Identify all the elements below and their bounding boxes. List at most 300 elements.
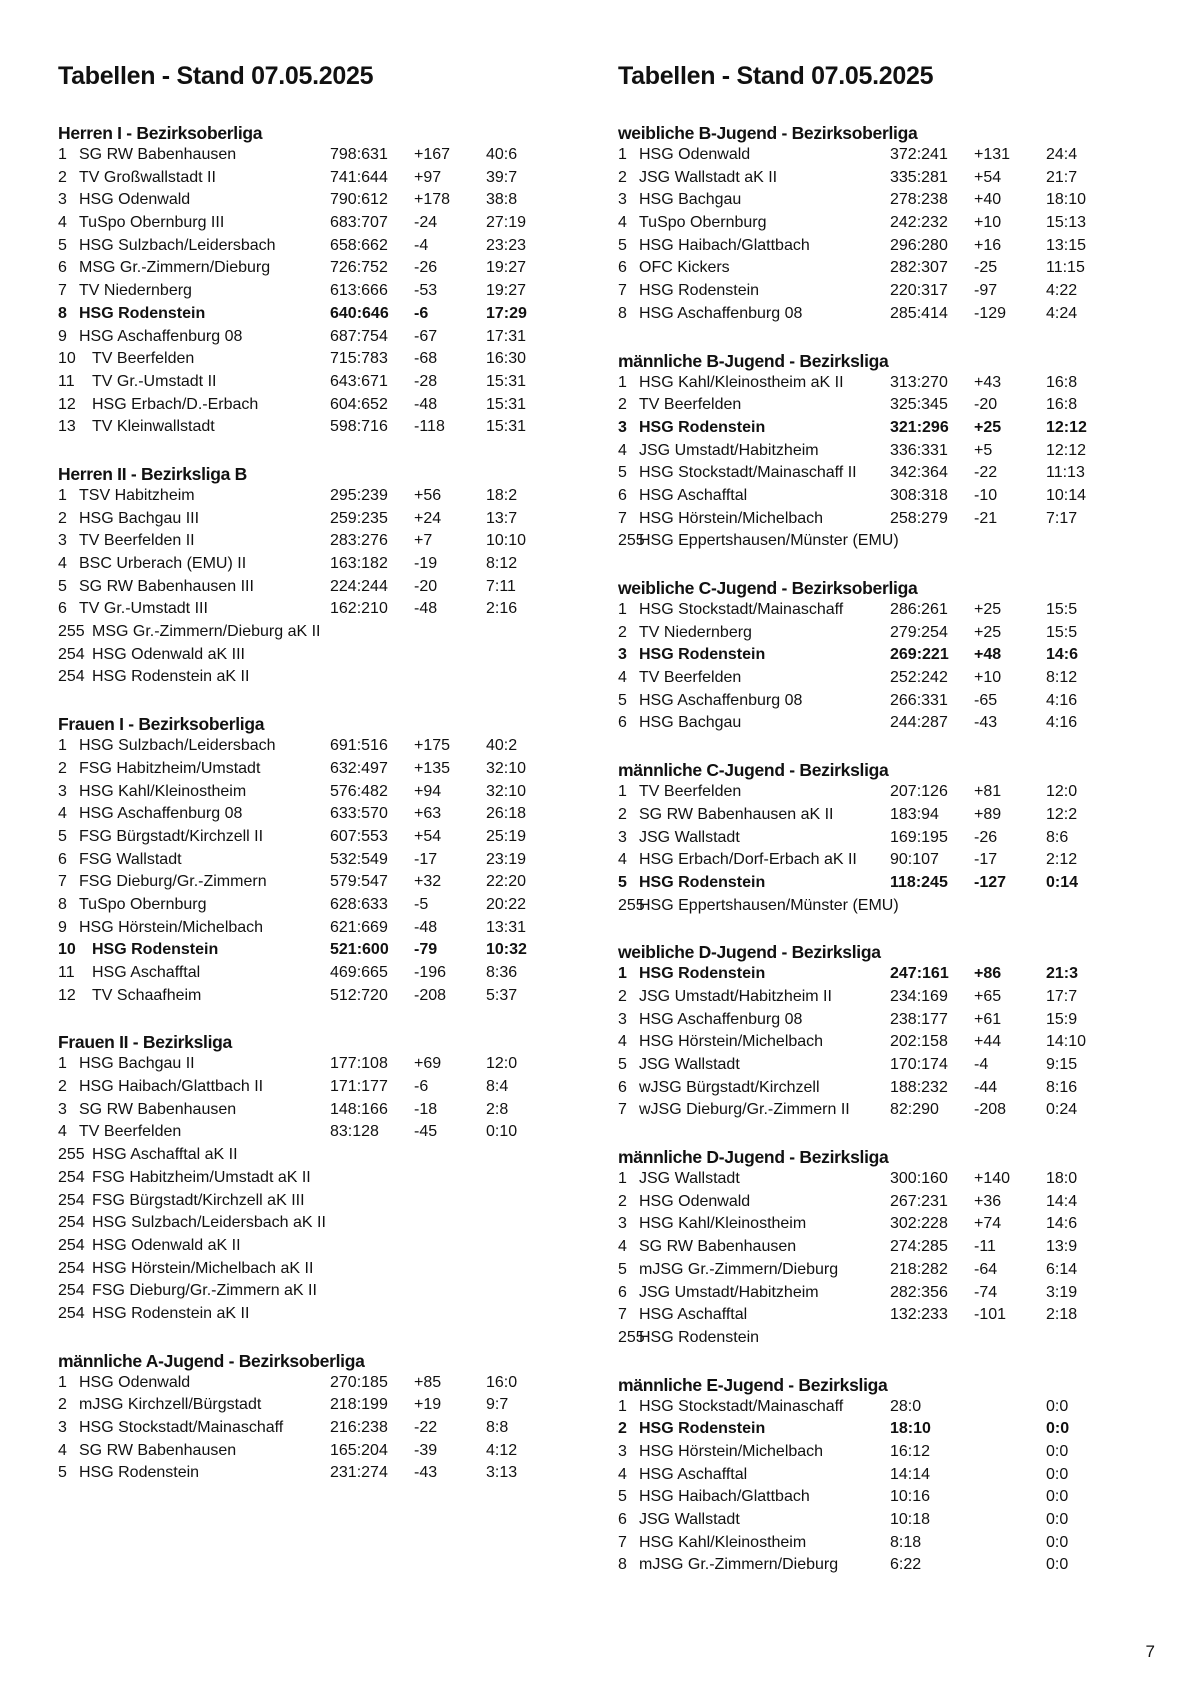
diff-cell: +32: [414, 873, 442, 891]
table-row: [58, 758, 578, 781]
rank-cell: 7: [618, 1306, 627, 1324]
team-cell: TV Beerfelden: [639, 783, 742, 801]
rank-cell: 1: [618, 1170, 627, 1188]
goals-cell: 274:285: [890, 1238, 948, 1256]
diff-cell: -19: [414, 555, 438, 572]
goals-cell: 691:516: [330, 737, 388, 755]
diff-cell: +74: [974, 1215, 1002, 1233]
rank-cell: 3: [618, 191, 627, 209]
team-cell: HSG Odenwald: [639, 1192, 751, 1210]
rank-cell: 1: [58, 737, 67, 755]
diff-cell: -21: [974, 509, 998, 527]
rank-cell: 255: [58, 623, 85, 641]
team-cell: HSG Aschaffenburg 08: [79, 327, 243, 345]
team-cell: HSG Stockstadt/Mainaschaff II: [639, 464, 857, 482]
points-cell: 14:6: [1046, 1215, 1078, 1233]
points-cell: 0:0: [1046, 1511, 1069, 1528]
points-cell: 12:2: [1046, 805, 1078, 823]
team-cell: HSG Aschaffenburg 08: [79, 805, 243, 823]
goals-cell: 259:235: [330, 509, 388, 527]
rank-cell: 254: [58, 645, 85, 663]
diff-cell: +44: [974, 1033, 1002, 1051]
diff-cell: +16: [974, 236, 1002, 254]
rank-cell: 5: [618, 1488, 627, 1506]
team-cell: HSG Aschaffenburg 08: [639, 304, 803, 322]
points-cell: 8:6: [1046, 828, 1069, 846]
table-row: [618, 1464, 1138, 1487]
table-row: [58, 735, 578, 758]
points-cell: 4:24: [1046, 304, 1078, 322]
goals-cell: 296:280: [890, 236, 948, 254]
table-section: [618, 759, 1138, 917]
diff-cell: -65: [974, 691, 998, 709]
diff-cell: -43: [414, 1464, 438, 1482]
team-cell: HSG Sulzbach/Leidersbach: [79, 236, 276, 254]
diff-cell: -17: [974, 851, 998, 869]
team-cell: HSG Rodenstein: [639, 873, 766, 891]
diff-cell: -25: [974, 259, 998, 277]
goals-cell: 342:364: [890, 464, 948, 482]
section-title: weibliche C-Jugend - Bezirksoberliga: [618, 578, 918, 598]
table-row: [618, 1327, 1138, 1350]
rank-cell: 7: [618, 1101, 627, 1119]
rank-cell: 3: [618, 1010, 627, 1028]
diff-cell: +43: [974, 373, 1002, 391]
goals-cell: 14:14: [890, 1465, 931, 1483]
rank-cell: 12: [58, 986, 76, 1004]
rank-cell: 2: [618, 396, 627, 414]
rank-cell: 1: [618, 783, 627, 801]
goals-cell: 202:158: [890, 1033, 948, 1051]
points-cell: 15:5: [1046, 623, 1078, 641]
rank-cell: 10: [58, 941, 76, 959]
points-cell: 0:0: [1046, 1397, 1069, 1415]
team-cell: HSG Hörstein/Michelbach: [639, 509, 824, 527]
diff-cell: -79: [414, 941, 438, 959]
points-cell: 10:14: [1046, 486, 1087, 504]
rank-cell: 4: [618, 851, 627, 869]
table-row: [618, 1259, 1138, 1282]
team-cell: HSG Rodenstein: [639, 418, 766, 436]
team-cell: HSG Erbach/Dorf-Erbach aK II: [639, 851, 857, 869]
points-cell: 10:32: [486, 941, 527, 959]
rank-cell: 11: [58, 372, 75, 390]
table-section: [58, 1350, 578, 1485]
team-cell: FSG Habitzheim/Umstadt aK II: [92, 1168, 311, 1186]
table-row: [618, 872, 1138, 895]
table-row: [618, 644, 1138, 667]
table-row: [58, 508, 578, 531]
table-row: [58, 485, 578, 508]
diff-cell: +7: [414, 532, 433, 550]
goals-cell: 658:662: [330, 236, 388, 254]
diff-cell: +69: [414, 1055, 442, 1073]
team-cell: HSG Hörstein/Michelbach: [639, 1442, 824, 1460]
goals-cell: 163:182: [330, 555, 388, 572]
table-row: [58, 939, 578, 962]
points-cell: 9:15: [1046, 1056, 1078, 1073]
section-title: Herren I - Bezirksoberliga: [58, 123, 263, 143]
rank-cell: 5: [58, 236, 67, 254]
goals-cell: 252:242: [890, 669, 948, 687]
rank-cell: 1: [618, 965, 627, 983]
team-cell: HSG Aschafftal aK II: [92, 1146, 238, 1164]
points-cell: 13:15: [1046, 236, 1087, 254]
team-cell: wJSG Bürgstadt/Kirchzell: [639, 1078, 820, 1096]
points-cell: 0:10: [486, 1123, 518, 1141]
goals-cell: 576:482: [330, 782, 388, 800]
goals-cell: 726:752: [330, 259, 388, 277]
rank-cell: 254: [58, 1168, 85, 1186]
goals-cell: 321:296: [890, 418, 949, 436]
rank-cell: 2: [58, 168, 67, 186]
rank-cell: 5: [618, 873, 627, 891]
goals-cell: 10:16: [890, 1488, 931, 1506]
rank-cell: 3: [618, 646, 627, 664]
team-cell: HSG Bachgau: [639, 714, 742, 732]
table-row: [58, 212, 578, 235]
goals-cell: 285:414: [890, 304, 948, 322]
team-cell: SG RW Babenhausen: [639, 1238, 797, 1256]
goals-cell: 715:783: [330, 350, 388, 368]
rank-cell: 1: [618, 601, 627, 618]
table-row: [58, 1167, 578, 1190]
rank-cell: 254: [58, 1304, 85, 1322]
goals-cell: 218:282: [890, 1260, 948, 1278]
table-row: [58, 576, 578, 599]
goals-cell: 220:317: [890, 282, 948, 300]
team-cell: TV Schaafheim: [92, 986, 202, 1004]
points-cell: 16:0: [486, 1373, 518, 1391]
table-row: [618, 622, 1138, 645]
team-cell: HSG Aschafftal: [92, 964, 201, 981]
rank-cell: 2: [58, 509, 67, 527]
table-row: [618, 667, 1138, 690]
points-cell: 16:8: [1046, 373, 1078, 391]
points-cell: 4:16: [1046, 714, 1078, 732]
page-number: 7: [1145, 1642, 1155, 1661]
points-cell: 8:8: [486, 1419, 509, 1436]
diff-cell: +89: [974, 805, 1002, 823]
diff-cell: +24: [414, 509, 442, 527]
points-cell: 6:14: [1046, 1260, 1078, 1278]
goals-cell: 90:107: [890, 851, 939, 869]
rank-cell: 254: [58, 1282, 85, 1300]
diff-cell: +140: [974, 1170, 1011, 1188]
team-cell: JSG Umstadt/Habitzheim: [639, 1283, 819, 1301]
rank-cell: 6: [58, 259, 67, 277]
table-row: [58, 280, 578, 303]
table-row: [618, 1031, 1138, 1054]
table-row: [618, 167, 1138, 190]
rank-cell: 4: [618, 1033, 627, 1051]
team-cell: HSG Kahl/Kleinostheim aK II: [639, 373, 844, 391]
goals-cell: 270:185: [330, 1373, 388, 1391]
table-row: [618, 189, 1138, 212]
points-cell: 0:0: [1046, 1442, 1069, 1460]
table-section: [618, 577, 1138, 735]
team-cell: TV Großwallstadt II: [79, 168, 216, 186]
rank-cell: 6: [58, 600, 67, 618]
team-cell: JSG Wallstadt: [639, 1056, 740, 1073]
goals-cell: 532:549: [330, 850, 388, 868]
rank-cell: 8: [618, 304, 627, 322]
rank-cell: 2: [618, 1420, 627, 1438]
team-cell: mJSG Gr.-Zimmern/Dieburg: [639, 1260, 839, 1278]
rank-cell: 3: [618, 418, 627, 436]
team-cell: HSG Rodenstein: [92, 941, 219, 959]
rank-cell: 4: [58, 214, 67, 232]
diff-cell: -26: [414, 259, 438, 277]
table-section: [618, 122, 1138, 326]
table-row: [618, 1554, 1138, 1577]
diff-cell: -6: [414, 304, 429, 322]
points-cell: 9:7: [486, 1396, 509, 1414]
table-row: [618, 690, 1138, 713]
points-cell: 38:8: [486, 191, 518, 209]
points-cell: 0:0: [1046, 1533, 1069, 1551]
diff-cell: -43: [974, 714, 998, 732]
table-row: [618, 280, 1138, 303]
team-cell: HSG Hörstein/Michelbach: [639, 1033, 824, 1051]
rank-cell: 2: [618, 805, 627, 823]
team-cell: HSG Sulzbach/Leidersbach aK II: [92, 1214, 326, 1232]
section-title: weibliche B-Jugend - Bezirksoberliga: [618, 123, 918, 143]
rank-cell: 2: [58, 1078, 67, 1096]
table-row: [618, 235, 1138, 258]
table-row: [618, 1054, 1138, 1077]
goals-cell: 640:646: [330, 304, 389, 322]
rank-cell: 254: [58, 1236, 85, 1254]
goals-cell: 372:241: [890, 146, 948, 163]
team-cell: HSG Stockstadt/Mainaschaff: [79, 1419, 284, 1436]
rank-cell: 1: [58, 1055, 67, 1073]
team-cell: JSG Umstadt/Habitzheim II: [639, 987, 832, 1005]
section-title: Frauen II - Bezirksliga: [58, 1032, 232, 1053]
team-cell: FSG Bürgstadt/Kirchzell aK III: [92, 1191, 305, 1209]
table-row: [58, 1372, 578, 1395]
goals-cell: 242:232: [890, 214, 948, 232]
diff-cell: +167: [414, 146, 451, 163]
table-row: [58, 348, 578, 371]
team-cell: SG RW Babenhausen aK II: [639, 805, 834, 823]
rank-cell: 7: [58, 873, 67, 891]
diff-cell: +5: [974, 441, 993, 459]
goals-cell: 148:166: [330, 1100, 388, 1118]
team-cell: TV Gr.-Umstadt III: [79, 600, 208, 618]
rank-cell: 1: [618, 373, 627, 391]
rank-cell: 255: [618, 1328, 645, 1346]
rank-cell: 9: [58, 327, 67, 345]
team-cell: JSG Wallstadt: [639, 1511, 740, 1528]
table-row: [58, 871, 578, 894]
table-row: [58, 371, 578, 394]
diff-cell: -48: [414, 600, 438, 618]
rank-cell: 8: [58, 895, 67, 913]
rank-cell: 4: [618, 669, 627, 687]
diff-cell: -4: [974, 1056, 989, 1073]
goals-cell: 183:94: [890, 805, 939, 823]
table-row: [58, 394, 578, 417]
diff-cell: -196: [414, 964, 447, 981]
points-cell: 8:36: [486, 964, 518, 981]
table-row: [618, 1236, 1138, 1259]
rank-cell: 4: [618, 1465, 627, 1483]
goals-cell: 218:199: [330, 1396, 388, 1414]
rank-cell: 254: [58, 668, 85, 686]
team-cell: JSG Wallstadt: [639, 828, 740, 846]
diff-cell: +65: [974, 987, 1002, 1005]
team-cell: HSG Bachgau III: [79, 509, 200, 527]
table-row: [618, 1304, 1138, 1327]
points-cell: 19:27: [486, 259, 527, 277]
points-cell: 15:31: [486, 372, 527, 390]
team-cell: OFC Kickers: [639, 259, 730, 277]
points-cell: 16:30: [486, 350, 527, 368]
points-cell: 17:7: [1046, 987, 1078, 1005]
rank-cell: 254: [58, 1259, 85, 1277]
goals-cell: 628:633: [330, 895, 388, 913]
diff-cell: +135: [414, 759, 451, 777]
points-cell: 2:16: [486, 600, 518, 618]
team-cell: HSG Eppertshausen/Münster (EMU): [639, 896, 899, 914]
goals-cell: 300:160: [890, 1170, 948, 1188]
goals-cell: 469:665: [330, 964, 388, 981]
points-cell: 15:13: [1046, 214, 1087, 232]
team-cell: JSG Wallstadt: [639, 1170, 740, 1188]
goals-cell: 8:18: [890, 1533, 922, 1551]
team-cell: HSG Haibach/Glattbach: [639, 236, 810, 254]
goals-cell: 621:669: [330, 918, 388, 936]
points-cell: 8:12: [1046, 669, 1078, 687]
diff-cell: +25: [974, 623, 1002, 641]
table-row: [618, 372, 1138, 395]
team-cell: HSG Haibach/Glattbach: [639, 1488, 810, 1506]
goals-cell: 687:754: [330, 327, 388, 345]
goals-cell: 632:497: [330, 759, 388, 777]
team-cell: MSG Gr.-Zimmern/Dieburg aK II: [92, 623, 321, 641]
rank-cell: 2: [58, 1396, 67, 1414]
team-cell: BSC Urberach (EMU) II: [79, 555, 247, 572]
team-cell: HSG Odenwald: [79, 1373, 191, 1391]
table-row: [58, 189, 578, 212]
rank-cell: 2: [618, 623, 627, 641]
table-row: [618, 212, 1138, 235]
points-cell: 27:19: [486, 214, 527, 232]
diff-cell: +63: [414, 805, 442, 823]
goals-cell: 224:244: [330, 577, 388, 595]
points-cell: 2:18: [1046, 1306, 1078, 1324]
left-sections: [58, 122, 578, 1485]
table-row: [618, 144, 1138, 167]
diff-cell: +61: [974, 1010, 1002, 1028]
team-cell: HSG Rodenstein: [639, 1328, 760, 1346]
goals-cell: 683:707: [330, 214, 388, 232]
points-cell: 15:31: [486, 395, 527, 413]
diff-cell: -22: [974, 464, 998, 482]
team-cell: HSG Erbach/D.-Erbach: [92, 395, 259, 413]
points-cell: 15:9: [1046, 1010, 1078, 1028]
table-row: [618, 599, 1138, 622]
points-cell: 10:10: [486, 532, 527, 550]
goals-cell: 18:10: [890, 1420, 931, 1438]
table-row: [618, 508, 1138, 531]
table-row: [58, 303, 578, 326]
table-section: [58, 1031, 578, 1325]
team-cell: TuSpo Obernburg: [79, 895, 207, 913]
table-row: [618, 781, 1138, 804]
rank-cell: 3: [58, 191, 67, 209]
goals-cell: 82:290: [890, 1101, 939, 1119]
diff-cell: -118: [414, 418, 445, 436]
diff-cell: +36: [974, 1192, 1002, 1210]
table-row: [618, 827, 1138, 850]
table-row: [58, 803, 578, 826]
rank-cell: 5: [618, 1260, 627, 1278]
team-cell: TV Beerfelden: [639, 669, 742, 687]
goals-cell: 207:126: [890, 783, 948, 801]
rank-cell: 2: [618, 168, 627, 186]
points-cell: 32:10: [486, 782, 527, 800]
table-row: [58, 144, 578, 167]
section-title: Herren II - Bezirksliga B: [58, 463, 247, 484]
team-cell: TV Gr.-Umstadt II: [92, 372, 217, 390]
team-cell: SG RW Babenhausen: [79, 146, 237, 163]
goals-cell: 171:177: [330, 1078, 388, 1096]
rank-cell: 4: [58, 805, 67, 823]
goals-cell: 16:12: [890, 1442, 931, 1460]
table-row: [618, 1191, 1138, 1214]
rank-cell: 5: [618, 464, 627, 482]
team-cell: HSG Odenwald: [79, 191, 191, 209]
points-cell: 0:14: [1046, 873, 1079, 891]
team-cell: wJSG Dieburg/Gr.-Zimmern II: [639, 1101, 850, 1119]
table-row: [58, 781, 578, 804]
diff-cell: -129: [974, 304, 1007, 322]
section-title: männliche E-Jugend - Bezirksliga: [618, 1374, 888, 1395]
goals-cell: 266:331: [890, 691, 948, 709]
rank-cell: 13: [58, 418, 76, 436]
table-row: [618, 1396, 1138, 1419]
diff-cell: +19: [414, 1396, 442, 1414]
rank-cell: 3: [618, 828, 627, 846]
table-row: [58, 1121, 578, 1144]
section-title: männliche B-Jugend - Bezirksliga: [618, 350, 889, 371]
team-cell: FSG Dieburg/Gr.-Zimmern: [79, 873, 267, 891]
diff-cell: -18: [414, 1100, 438, 1118]
team-cell: HSG Rodenstein: [639, 1420, 766, 1438]
diff-cell: -53: [414, 282, 438, 300]
team-cell: HSG Haibach/Glattbach II: [79, 1078, 264, 1096]
points-cell: 19:27: [486, 282, 527, 300]
table-row: [58, 1303, 578, 1326]
goals-cell: 633:570: [330, 805, 388, 823]
rank-cell: 1: [58, 1373, 67, 1391]
diff-cell: -39: [414, 1441, 438, 1459]
table-section: [618, 350, 1138, 554]
section-title: männliche A-Jugend - Bezirksoberliga: [58, 1350, 365, 1371]
team-cell: TV Beerfelden: [79, 1123, 182, 1141]
points-cell: 40:6: [486, 146, 518, 163]
diff-cell: -4: [414, 236, 429, 254]
rank-cell: 2: [58, 759, 67, 777]
goals-cell: 238:177: [890, 1010, 948, 1028]
points-cell: 18:2: [486, 486, 518, 504]
points-cell: 0:24: [1046, 1101, 1078, 1119]
table-section: [58, 122, 578, 439]
goals-cell: 231:274: [330, 1464, 388, 1482]
table-row: [58, 416, 578, 439]
